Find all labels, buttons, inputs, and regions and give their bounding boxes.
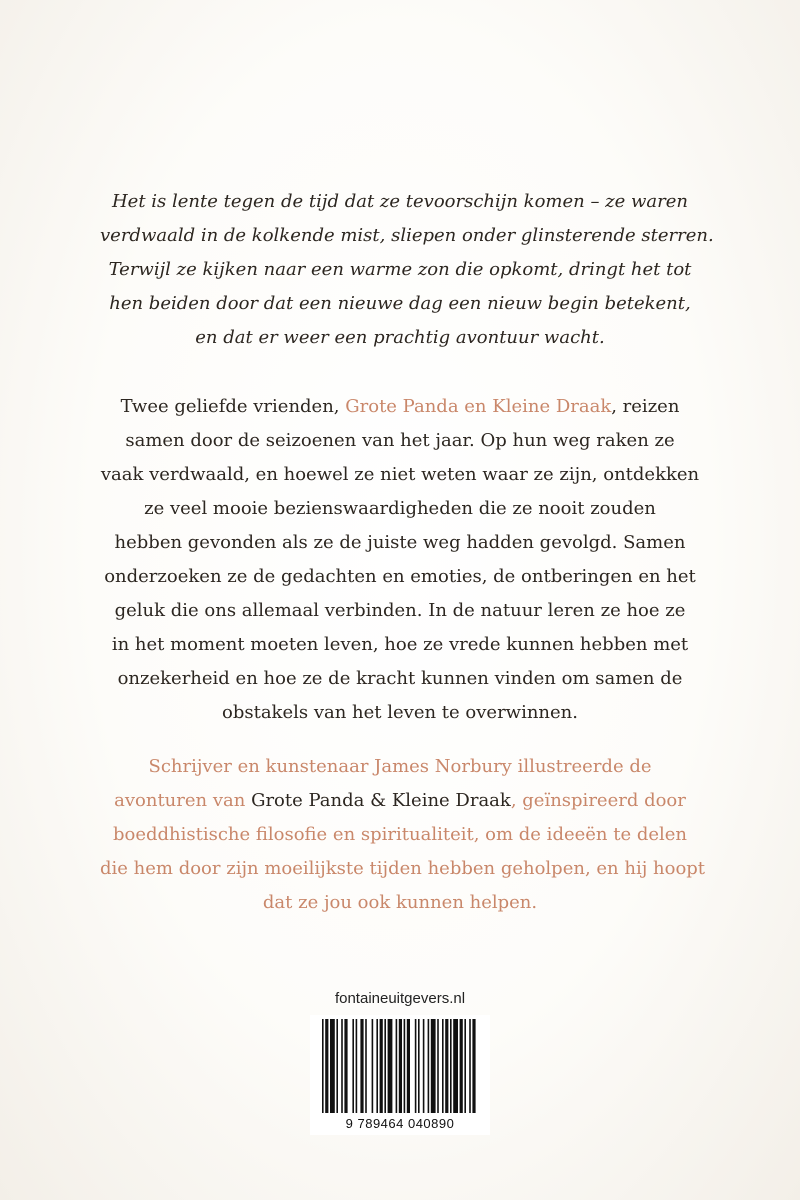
summary-line: obstakels van het leven te overwinnen. <box>222 702 578 723</box>
barcode-bar <box>396 1019 398 1113</box>
isbn-number: 9 789464 040890 <box>345 1116 455 1131</box>
barcode-bar <box>372 1019 374 1113</box>
author-line: dat ze jou ook kunnen helpen. <box>262 892 538 913</box>
isbn-area <box>310 1113 490 1133</box>
summary-text: , reizen <box>611 396 680 417</box>
barcode-bar <box>450 1019 452 1113</box>
barcode-bar <box>431 1019 436 1113</box>
barcode-bar <box>442 1019 444 1113</box>
intro-line: en dat er weer een prachtig avontuur wacht. <box>195 327 605 348</box>
summary-line: ze veel mooie bezienswaardigheden die ze nooit zouden <box>144 498 656 519</box>
intro-line: hen beiden door dat een nieuwe dag een nieuw begin betekent, <box>109 293 691 314</box>
barcode-bar <box>418 1019 420 1113</box>
summary-text: Twee geliefde vrienden, <box>120 396 346 417</box>
barcode-bar <box>407 1019 410 1113</box>
barcode-bar <box>384 1019 386 1113</box>
author-line: Schrijver en kunstenaar James Norbury illustreerde de <box>148 756 652 777</box>
barcode-bar <box>404 1019 406 1113</box>
barcode-bar <box>360 1019 363 1113</box>
author-line: boeddhistische filosofie en spiritualiteit, om de ideeën te delen <box>112 824 688 845</box>
barcode-bar <box>344 1019 347 1113</box>
barcode-bar <box>352 1019 354 1113</box>
barcode-bar <box>325 1019 328 1113</box>
barcode-bar <box>341 1019 343 1113</box>
barcode <box>310 1015 490 1135</box>
barcode-bar <box>376 1019 378 1113</box>
summary-paragraph <box>100 390 700 730</box>
intro-line: Het is lente tegen de tijd dat ze tevoorschijn komen – ze waren <box>111 191 689 212</box>
barcode-bar <box>336 1019 338 1113</box>
author-line <box>100 784 700 818</box>
intro-line: verdwaald in de kolkende mist, sliepen onder glinsterende sterren. <box>100 225 714 246</box>
barcode-bar <box>388 1019 393 1113</box>
barcode-bar <box>437 1019 439 1113</box>
summary-line <box>100 390 700 424</box>
barcode-bars <box>310 1015 490 1119</box>
barcode-bar <box>399 1019 402 1113</box>
author-paragraph <box>100 750 706 920</box>
barcode-bar <box>330 1019 335 1113</box>
barcode-bar <box>469 1019 471 1113</box>
summary-line: vaak verdwaald, en hoewel ze niet weten waar ze zijn, ontdekken <box>100 464 700 485</box>
barcode-bar <box>356 1019 358 1113</box>
barcode-bar <box>365 1019 367 1113</box>
intro-paragraph <box>100 185 714 355</box>
intro-line: Terwijl ze kijken naar een warme zon die opkomt, dringt het tot <box>108 259 692 280</box>
book-title: Grote Panda & Kleine Draak <box>251 790 511 811</box>
barcode-bar <box>453 1019 458 1113</box>
summary-line: hebben gevonden als ze de juiste weg hadden gevolgd. Samen <box>114 532 686 553</box>
summary-line: in het moment moeten leven, hoe ze vrede kunnen hebben met <box>111 634 689 655</box>
summary-line: geluk die ons allemaal verbinden. In de natuur leren ze hoe ze <box>114 600 686 621</box>
barcode-bar <box>464 1019 466 1113</box>
publisher-website: fontaineuitgevers.nl <box>334 990 466 1007</box>
author-line: die hem door zijn moeilijkste tijden hebben geholpen, en hij hoopt <box>100 858 706 879</box>
barcode-bar <box>415 1019 417 1113</box>
author-text: , geïnspireerd door <box>510 790 686 811</box>
character-names: Grote Panda en Kleine Draak <box>345 396 612 417</box>
barcode-bar <box>460 1019 463 1113</box>
summary-line: onzekerheid en hoe ze de kracht kunnen vinden om samen de <box>117 668 683 689</box>
summary-line: onderzoeken ze de gedachten en emoties, de ontberingen en het <box>104 566 696 587</box>
barcode-bar <box>445 1019 448 1113</box>
barcode-bar <box>472 1019 475 1113</box>
summary-line: samen door de seizoenen van het jaar. Op hun weg raken ze <box>125 430 675 451</box>
barcode-bar <box>380 1019 383 1113</box>
barcode-bar <box>423 1019 425 1113</box>
barcode-bar <box>322 1019 324 1113</box>
barcode-bar <box>428 1019 430 1113</box>
author-text: avonturen van <box>114 790 252 811</box>
